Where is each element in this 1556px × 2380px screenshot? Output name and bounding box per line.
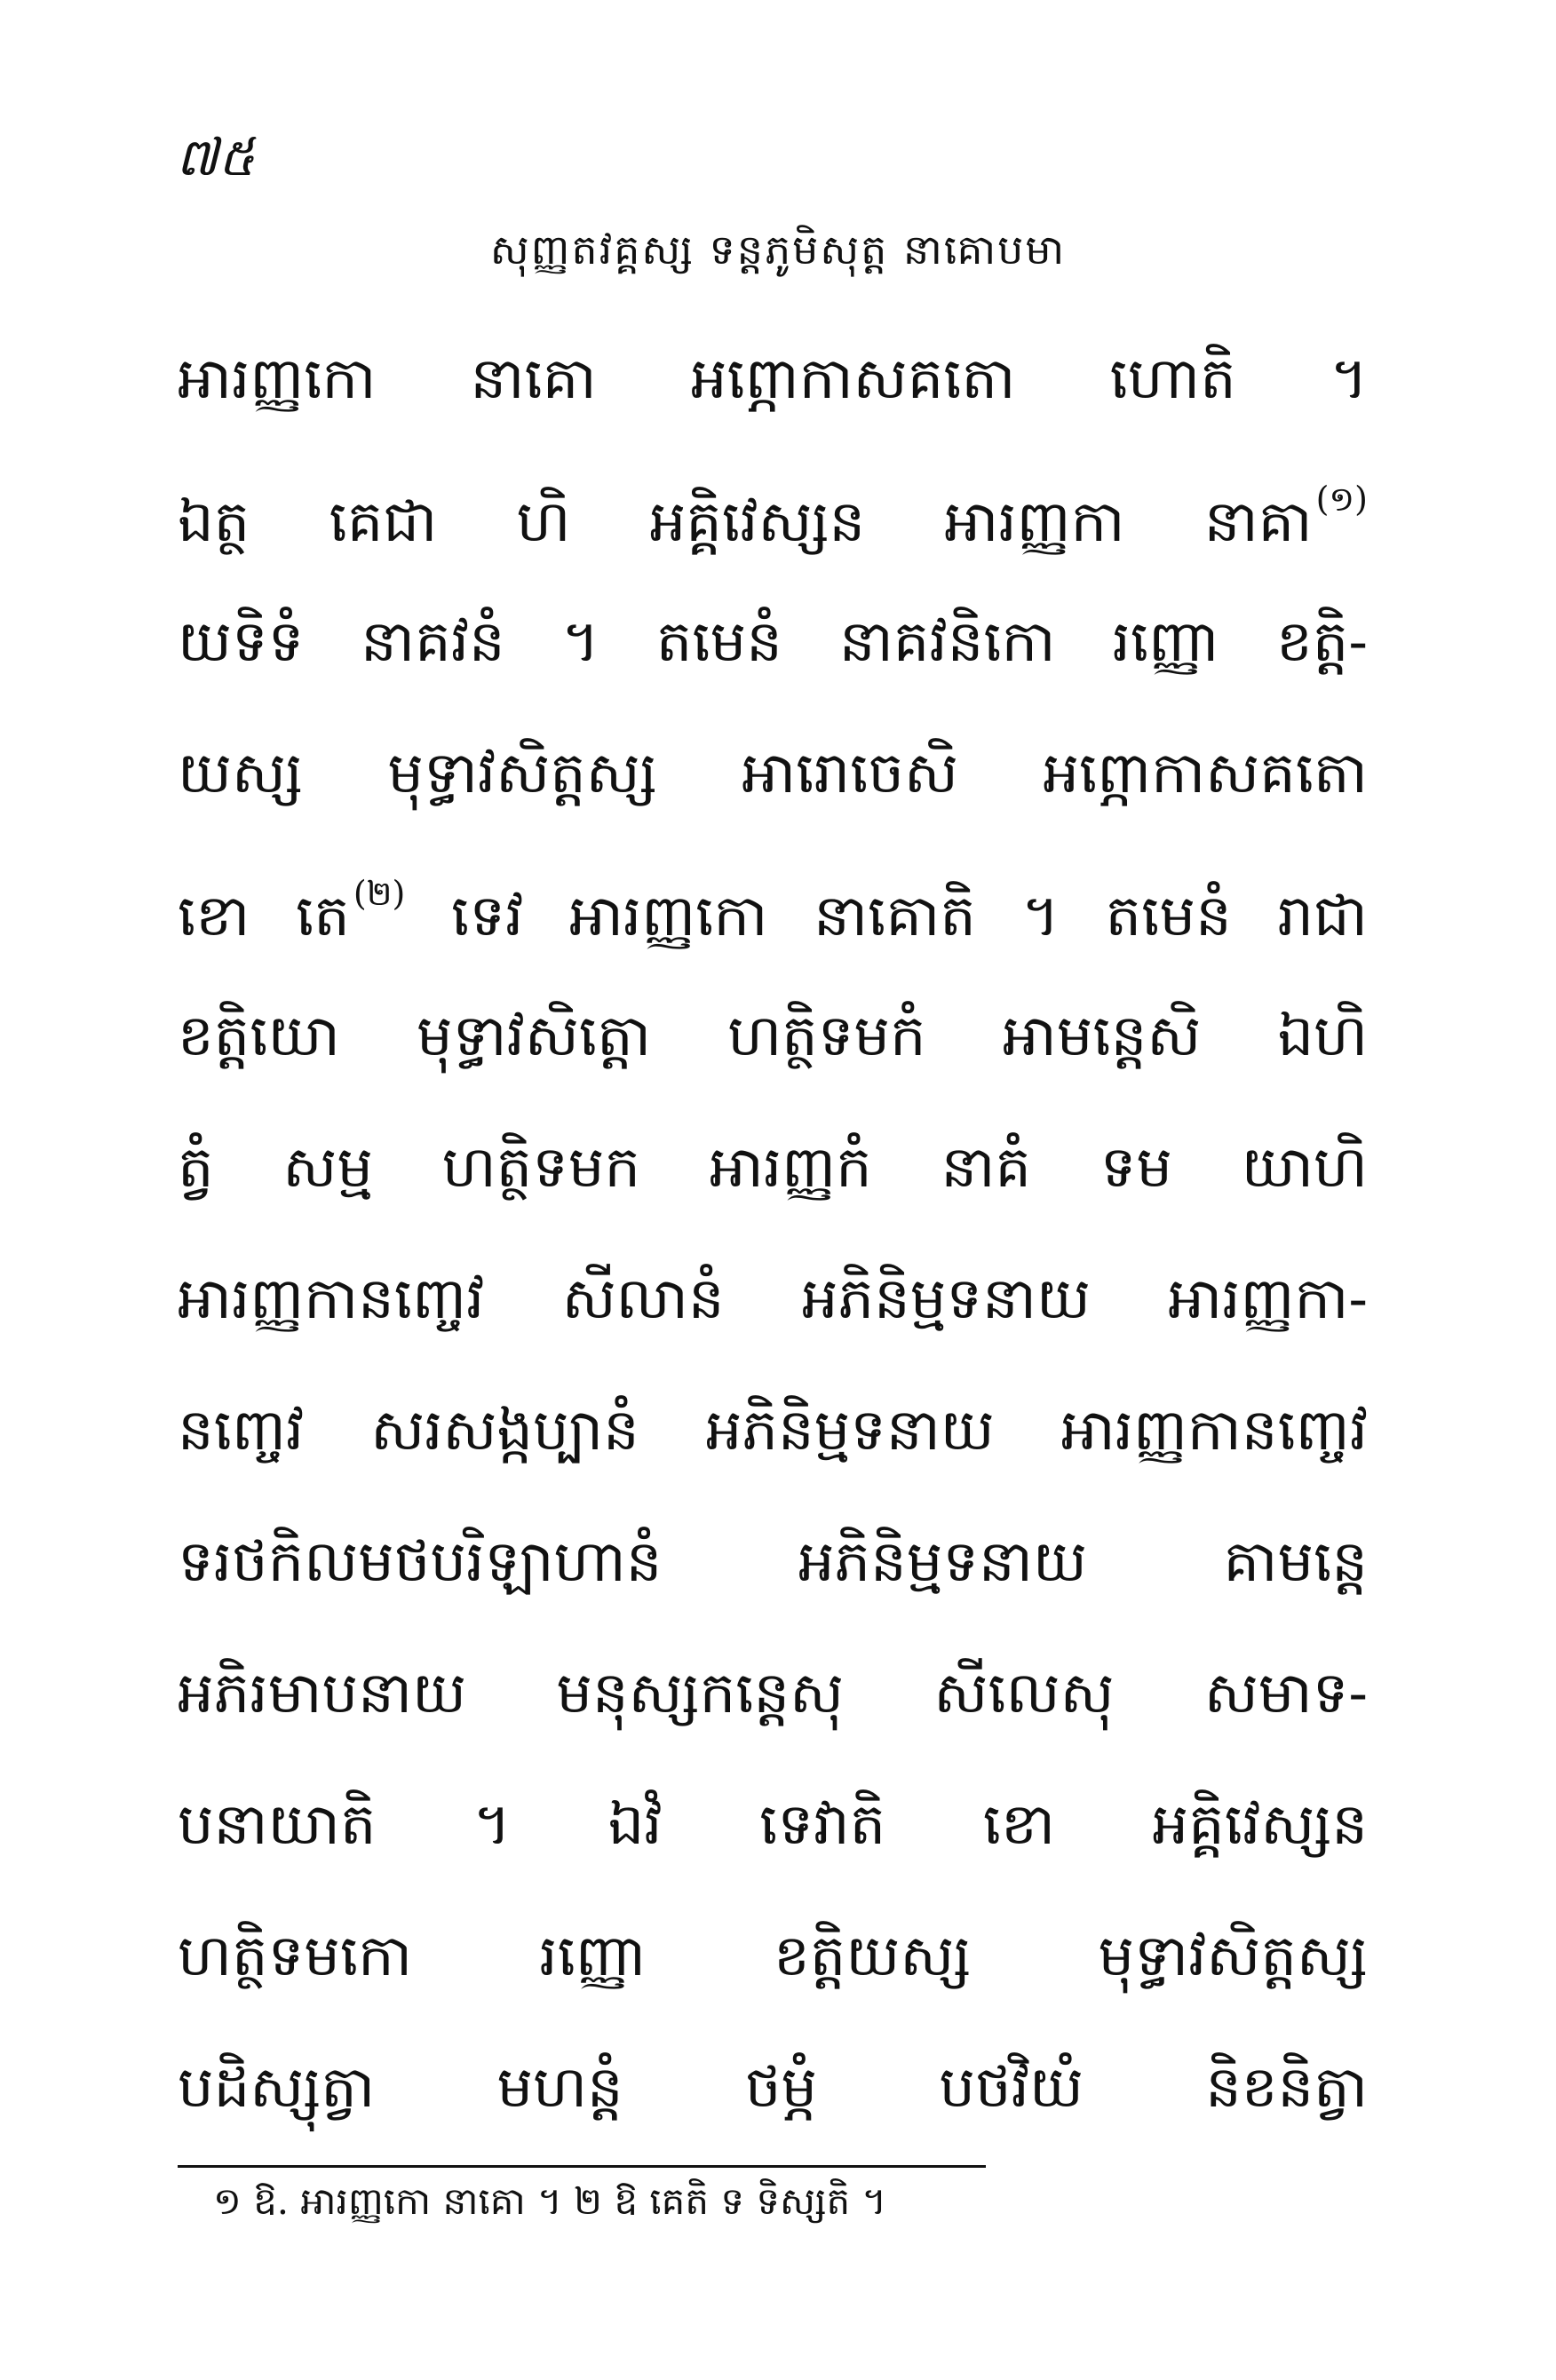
text-line [178,1792,1368,1928]
footnote-reference: (២) [353,874,406,913]
word: មុទ្ធាវសិត្តស្ស [387,741,657,806]
word: យស្ស [178,741,303,806]
body-text [178,346,1368,2191]
word: រញ្ញោ [1112,609,1220,675]
word: បនាយាតិ [178,1792,377,1858]
word: ទេវាតិ [759,1792,886,1858]
word: អភិនិម្មទនាយ [705,1398,995,1464]
word: ។ [561,609,599,675]
word: ឯហិ [1277,1004,1368,1069]
word: យាហិ [1241,1135,1368,1201]
text-line [178,741,1368,877]
word: សមាទ- [1203,1661,1368,1726]
word: មុទ្ធាវសិត្តោ [416,1004,652,1069]
word: ហត្ថិទមកំ [727,1004,926,1069]
word: ខត្តិយស្ស [774,1924,972,1989]
word-with-footnote [295,874,406,949]
word: សរសង្កប្បានំ [370,1398,639,1464]
word: ទម [1100,1135,1172,1201]
word: នាគា [1203,489,1313,555]
text-line [178,1529,1368,1665]
word: នាគំ [941,1135,1031,1201]
word: ។ [472,1792,512,1858]
word: បដិស្សុត្វា [178,2055,376,2121]
word: ខោ [982,1792,1055,1858]
text-line [178,1266,1368,1402]
word: មុទ្ធាវសិត្តស្ស [1098,1924,1368,1989]
page-number: ៧៥ [176,127,255,187]
word: រញ្ញោ [539,1924,647,1989]
word: អព្ភោកាសគតោ [690,346,1016,412]
word: និខនិត្វា [1205,2055,1368,2121]
text-line [178,482,1368,614]
word: នាគវនំ [361,609,505,675]
word: ហោតិ [1109,346,1236,412]
word: បថវិយំ [939,2055,1084,2121]
word: អារញ្ញកោ [568,884,768,949]
word: អារោចេសិ [742,741,958,806]
word: នាគវនិកោ [838,609,1056,675]
word: គាមន្តេ [1223,1529,1368,1595]
word: គេជា [329,489,438,555]
word: នាគោ [470,346,597,412]
word: អព្ភោកាសគតោ [1043,741,1368,806]
word: ទេវ [451,884,524,949]
word: អាមន្តេសិ [1002,1004,1202,1069]
word: សីលានំ [561,1266,725,1332]
word: ទរថកិលមថបរិឡាហានំ [178,1529,663,1595]
text-line [178,1924,1368,2059]
word: តមេនំ [1105,884,1232,949]
word: ។ [1021,884,1060,949]
word: ខត្តិ- [1276,609,1368,675]
word: ឯត្ថ [178,489,250,555]
word: អគ្គិវេស្សន [649,489,866,555]
word: អារញ្ញកា [944,489,1125,555]
word: ហត្ថិទមក [441,1135,641,1201]
word: សីលេសុ [933,1661,1115,1726]
word: ថម្ភំ [744,2055,818,2121]
word: រាជា [1277,884,1368,949]
footnote-divider [178,2165,986,2168]
word: អភិនិម្មទនាយ [798,1529,1087,1595]
text-line [178,346,1368,482]
word: ។ [1330,346,1368,412]
text-line [178,2055,1368,2191]
text-line [178,1135,1368,1271]
word: តេ [295,884,350,949]
word: អគ្គិវេស្សន [1152,1792,1368,1858]
word: សម្ម [282,1135,373,1201]
text-line [178,874,1368,1008]
word: ខត្តិយោ [178,1004,340,1069]
word: ឯវំ [607,1792,663,1858]
running-header: សុញ្ញតវគ្គស្ស ទន្តភូមិសុត្ត នាគោបមា [489,226,1067,274]
word: អារញ្ញកានញ្ចេវ [1060,1398,1368,1464]
word: ហត្ថិទមកោ [178,1924,413,1989]
word-with-footnote [1203,480,1368,555]
word: អារញ្ញកានញ្ចេវ [178,1266,485,1332]
word: មនុស្សកន្តេសុ [556,1661,845,1726]
word: អភិនិម្មទនាយ [801,1266,1091,1332]
word: នាគោតិ [814,884,976,949]
text-line [178,1004,1368,1139]
word: អារញ្ញកោ [178,346,377,412]
word: ហិ [516,489,571,555]
word: អភិរមាបនាយ [178,1661,466,1726]
text-line [178,609,1368,745]
footnote-reference: (១) [1315,480,1368,519]
text-line [178,1661,1368,1797]
word: មហន្តំ [496,2055,623,2121]
word: ខោ [178,884,250,949]
word: អារញ្ញកា- [1168,1266,1368,1332]
word: អារញ្ញកំ [709,1135,872,1201]
word: តមេនំ [655,609,782,675]
word: នញ្ចេវ [178,1398,305,1464]
footnote: ១ ឱ. អារញ្ញកោ នាគោ ។ ២ ឱ គេតិ ទ ទិស្សតិ ។ [213,2179,887,2223]
word: យទិទំ [178,609,305,675]
word: ត្វំ [178,1135,214,1201]
text-line [178,1398,1368,1534]
